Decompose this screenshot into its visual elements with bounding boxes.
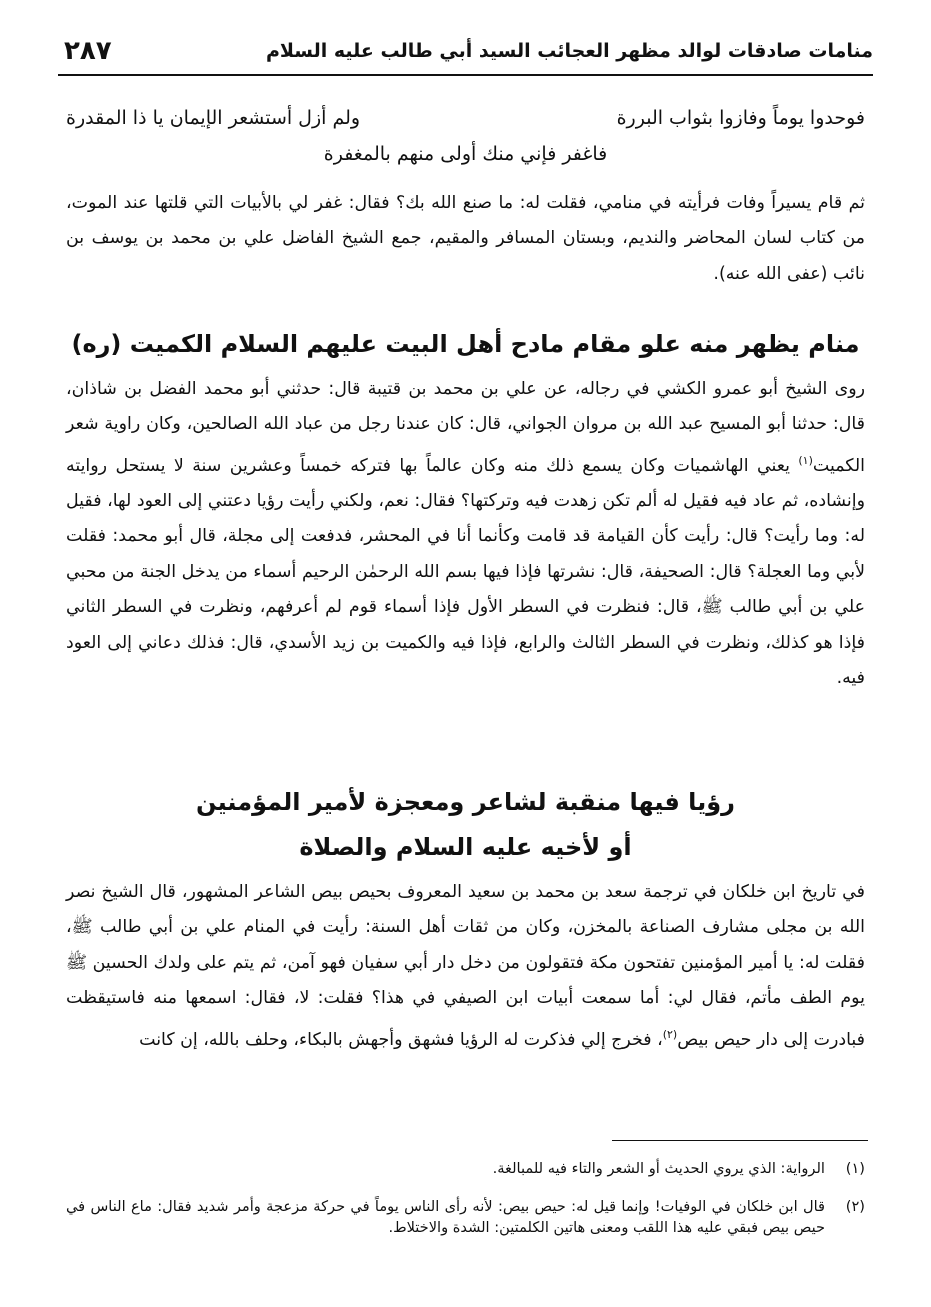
section-heading-2-line-1: رؤيا فيها منقبة لشاعر ومعجزة لأمير المؤمنين — [196, 788, 735, 816]
paragraph-2-text-b: يعني الهاشميات وكان يسمع ذلك منه وكان عالماً بها فتركه خمساً وعشرين سنة لا يستحل روايته وإنشاده، ثم عاد فيه فقيل له ألم تكن زهدت فيه وتركتها؟ فقال: نعم، ولكني رأيت رؤيا دعتني إلى العود لها، فقيل له: وما رأيت؟ قال: رأيت كأن القيامة قد قامت وكأنما أنا في المحشر، فدفعت إلى مجلة، قال أبو محمد: فقلت لأبي وما العجلة؟ قال: الصحيفة، قال: نشرتها فإذا فيها بسم الله الرحمٰن الرحيم أسماء من يدخل الجنة من محبي علي بن أبي طالب ﷺ، قال: فنظرت في السطر الأول فإذا أسماء قوم لم أعرفهم، ونظرت في السطر الثاني فإذا هو كذلك، ونظرت في السطر الثالث والرابع، فإذا فيه والكميت بن زيد الأسدي، قال: فذلك دعاني إلى العود فيه. — [66, 455, 865, 689]
paragraph-2 — [66, 372, 865, 696]
footnote-1-number: (١) — [845, 1160, 865, 1177]
footnote-2 — [66, 1196, 865, 1238]
section-heading-1: منام يظهر منه علو مقام مادح أهل البيت عليهم السلام الكميت (ره) — [71, 330, 860, 358]
section-heading-2-line-2: أو لأخيه عليه السلام والصلاة — [299, 833, 632, 861]
paragraph-3 — [66, 875, 865, 1058]
running-title: منامات صادقات لوالد مظهر العجائب السيد أبي طالب عليه السلام — [265, 40, 873, 62]
footnote-1 — [66, 1158, 865, 1179]
footnote-ref-2: (٢) — [662, 1027, 678, 1041]
paragraph-3-text-b: ، فخرج إلي فذكرت له الرؤيا فشهق وأجهش بالبكاء، وحلف بالله، إن كانت — [139, 1029, 663, 1050]
paragraph-2-text-a: روى الشيخ أبو عمرو الكشي في رجاله، عن علي بن محمد بن قتيبة قال: حدثني أبو محمد الفضل بن شاذان، قال: حدثنا أبو المسيح عبد الله بن مروان الجواني، قال: كان عندنا رجل من عباد الله الصالحين، وكان راوية شعر الكميت — [66, 379, 865, 476]
footnote-2-number: (٢) — [845, 1198, 865, 1215]
page-number: ٢٨٧ — [64, 36, 112, 66]
footnote-2-text: قال ابن خلكان في الوفيات! وإنما قيل له: حيص بيص: لأنه رأى الناس يوماً في حركة مزعجة وأمر شديد فقال: ماع الناس في حيص بيص فبقي عليه هذا اللقب ومعنى هاتين الكلمتين: الشدة والاختلاط. — [66, 1198, 825, 1236]
poem-line-1-second-hemistich: ولم أزل أستشعر الإيمان يا ذا المقدرة — [66, 107, 361, 129]
paragraph-1: ثم قام يسيراً وفات فرأيته في منامي، فقلت له: ما صنع الله بك؟ فقال: غفر لي بالأبيات التي قلتها عند الموت، من كتاب لسان المحاضر والنديم، وبستان المسافر والمقيم، جمع الشيخ الفاضل علي بن محمد بن يوسف بن نائب (عفى الله عنه). — [66, 193, 865, 284]
header-rule — [58, 74, 873, 76]
paragraph-3-text-a: في تاريخ ابن خلكان في ترجمة سعد بن محمد بن سعيد المعروف بحيص بيص الشاعر المشهور، قال الشيخ نصر الله بن مجلى مشارف الصناعة بالمخزن، وكان من ثقات أهل السنة: رأيت في المنام علي بن أبي طالب ﷺ، فقلت له: يا أمير المؤمنين تفتحون مكة فتقولون من دخل دار أبي سفيان فهو آمن، ثم يتم على ولدك الحسين ﷺ يوم الطف مأتم، فقال لي: أما سمعت أبيات ابن الصيفي في هذا؟ فقلت: لا، فقال: اسمعها منه فاستيقظت فبادرت إلى دار حيص بيص — [66, 882, 865, 1050]
footnote-1-text: الرواية: الذي يروي الحديث أو الشعر والتاء فيه للمبالغة. — [492, 1160, 825, 1177]
footnote-separator — [612, 1140, 868, 1141]
poem-line-1-first-hemistich: فوحدوا يوماً وفازوا بثواب البررة — [616, 107, 865, 129]
page-header — [58, 34, 873, 76]
footnote-ref-1: (١) — [798, 453, 813, 467]
poem-line-2: فاغفر فإني منك أولى منهم بالمغفرة — [323, 143, 608, 165]
